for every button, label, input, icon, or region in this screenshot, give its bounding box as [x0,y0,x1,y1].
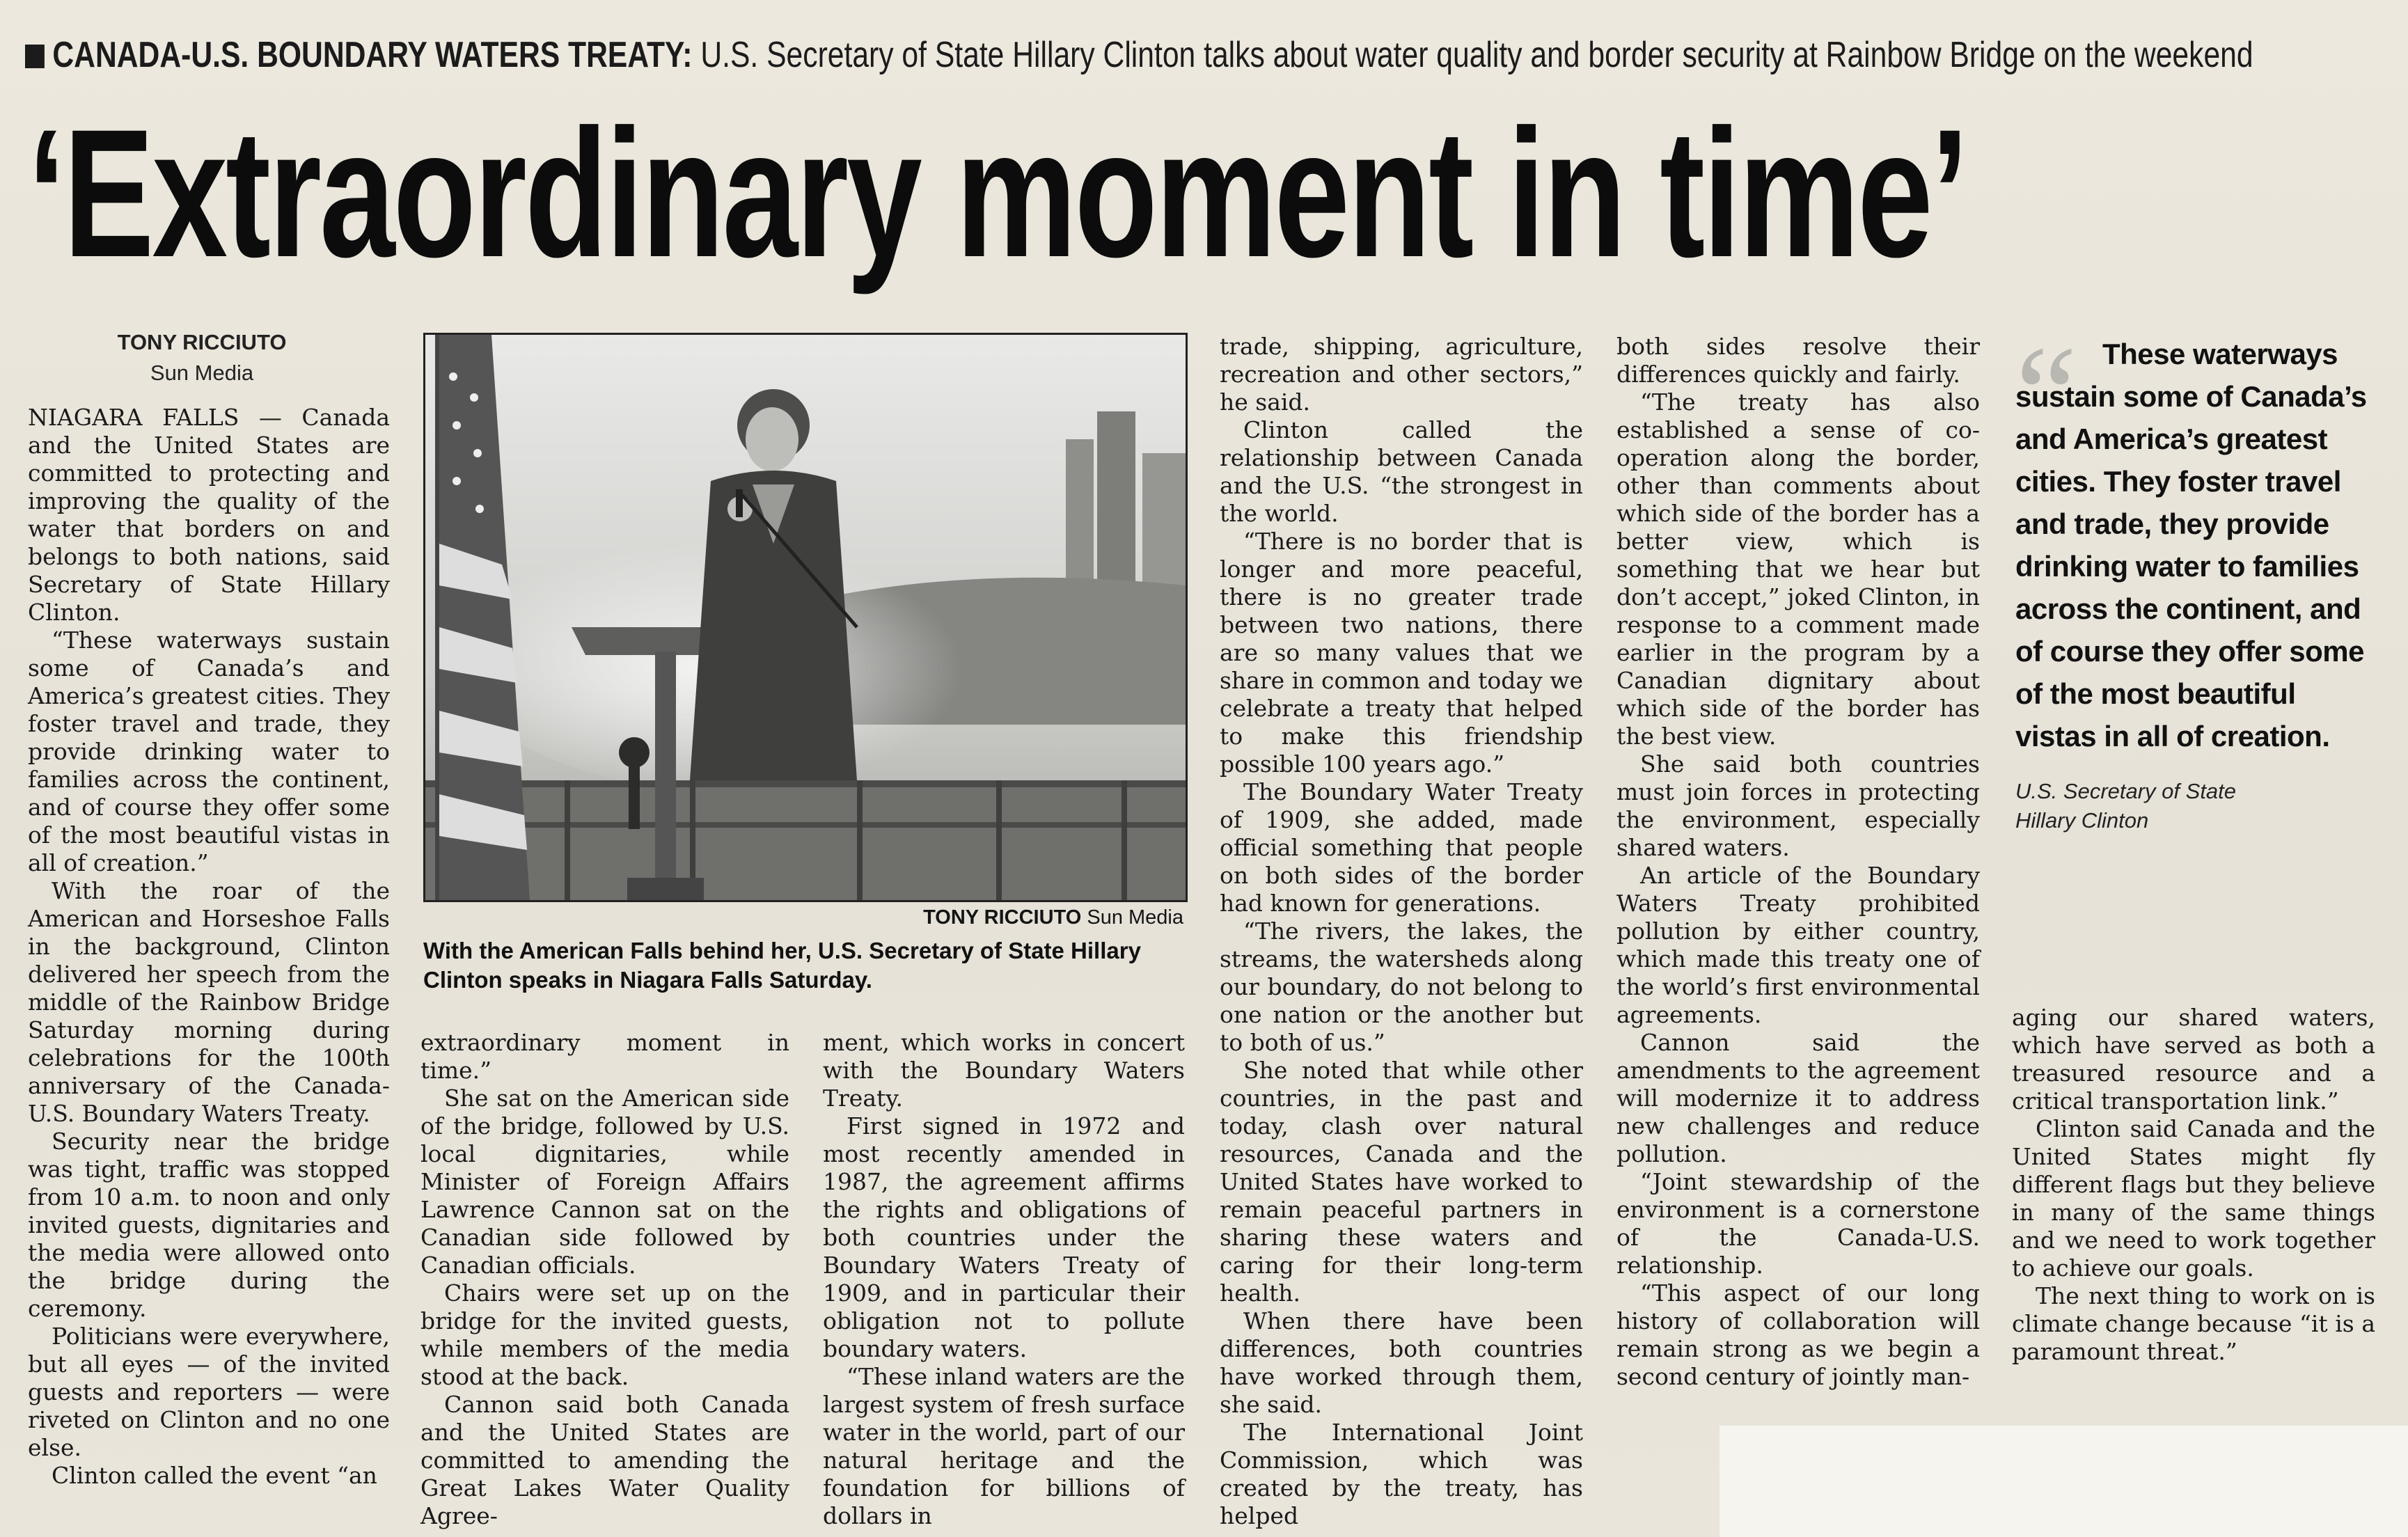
byline [91,327,313,388]
paragraph: First signed in 1972 and most recently amended in 1987, the agreement affirms the rights and obligations of both countries under the Boundary Waters Treaty of 1909, and in particular their obligation not to pollute boundary waters. [823,1112,1185,1362]
paragraph: “The rivers, the lakes, the streams, the watersheds along our boundary, do not belong to one nation or the another but to both of us.” [1220,917,1583,1056]
photo-caption: With the American Falls behind her, U.S. Secretary of State Hillary Clinton speaks in Niagara Falls Saturday. [423,938,1141,993]
paragraph: She noted that while other countries, in the past and today, clash over natural resources, Canada and the United States have worked to remain peaceful partners in sharing these waters and caring for their long-term health. [1220,1057,1583,1307]
paragraph: NIAGARA FALLS — Canada and the United States are committed to protecting and improving the quality of the water that borders on and belongs to both nations, said Secretary of State Hillary Clinton. [28,404,390,626]
paragraph: trade, shipping, agriculture, recreation and other sectors,” he said. [1220,333,1583,416]
paragraph: ment, which works in concert with the Boundary Waters Treaty. [823,1029,1185,1112]
kicker-text: U.S. Secretary of State Hillary Clinton talks about water quality and border security at Rainbow Bridge on the weekend [692,35,2253,75]
paragraph: “The treaty has also established a sense of co-operation along the border, other than comments about which side of the border has a better view, which is something that we hear but don’t accept,” joked Clinton, in response to a comment made earlier in the program by a Canadian dignitary about which side of the border has the best view. [1616,388,1980,750]
paragraph: Politicians were everywhere, but all eyes — of the invited guests and reporters — were riveted on Clinton and no one else. [28,1323,390,1461]
paragraph: Cannon said both Canada and the United States are committed to amending the Great Lakes Water Quality Agree- [420,1391,789,1529]
pull-quote [2015,318,2377,835]
article-column-5 [1616,333,1980,1391]
photo-credit-outlet: Sun Media [1081,906,1183,929]
paragraph: Chairs were set up on the bridge for the invited guests, while members of the media stood at the back. [420,1279,789,1390]
byline-name: TONY RICCIUTO [117,330,287,354]
news-photo [423,333,1188,902]
byline-outlet: Sun Media [150,361,254,385]
paragraph: She sat on the American side of the bridge, followed by U.S. local dignitaries, while Minister of Foreign Affairs Lawrence Cannon sat on the Canadian side followed by Canadian officials. [420,1085,789,1279]
quote-mark-icon: “ [2015,318,2077,472]
photo-credit [801,906,1183,929]
paragraph: Security near the bridge was tight, traffic was stopped from 10 a.m. to noon and only invited guests, dignitaries and the media were allowed onto the bridge during the ceremony. [28,1128,390,1322]
paragraph: Clinton said Canada and the United States might fly different flags but they believe in many of the same things and we need to work together to achieve our goals. [2012,1115,2375,1282]
kicker-square-icon [25,45,45,68]
article-column-2 [420,1029,789,1530]
attribution-title: U.S. Secretary of State [2015,779,2237,803]
paragraph: Clinton called the event “an [52,1462,377,1489]
paragraph: aging our shared waters, which have served as both a treasured resource and a critical transportation link.” [2012,1004,2375,1114]
article-column-3 [823,1029,1185,1530]
attribution-name: Hillary Clinton [2015,808,2149,833]
paragraph: The next thing to work on is climate change because “it is a paramount threat.” [2012,1282,2375,1365]
paragraph: “These waterways sustain some of Canada’s and America’s greatest cities. They foster travel and trade, they provide drinking water to families across the continent, and of course they offer some of the most beautiful vistas in all of creation.” [28,626,390,876]
paragraph: Cannon said the amendments to the agreement will modernize it to address new challenges and reduce pollution. [1616,1029,1980,1167]
kicker-line [25,31,2253,79]
kicker-label: CANADA-U.S. BOUNDARY WATERS TREATY: [52,35,693,75]
paragraph: Clinton called the relationship between Canada and the U.S. “the strongest in the world. [1220,416,1583,527]
photo-illustration [425,335,1186,900]
paragraph: “There is no border that is longer and more peaceful, there is no greater trade between two nations, there are so many values that we share in common and today we celebrate a treaty that helped to make this friendship possible 100 years ago.” [1220,528,1583,778]
article-column-1 [28,404,390,1490]
paragraph: The Boundary Water Treaty of 1909, she added, made official something that people on both sides of the border had known for generations. [1220,778,1583,917]
paragraph: She said both countries must join forces in protecting the environment, especially shared waters. [1616,750,1980,861]
paragraph: both sides resolve their differences quickly and fairly. [1616,333,1980,388]
pull-quote-text: These waterways sustain some of Canada’s and America’s greatest cities. They foster travel and trade, they provide drinking water to families across the continent, and of course they offer some of the most beautiful vistas in all of creation. [2015,338,2367,752]
article-column-4 [1220,333,1583,1530]
paragraph: An article of the Boundary Waters Treaty prohibited pollution by either country, which made this treaty one of the world’s first environmental agreements. [1616,862,1980,1028]
paragraph: When there have been differences, both countries have worked through them, she said. [1220,1307,1583,1418]
pull-quote-attribution [2015,777,2377,835]
paragraph: “These inland waters are the largest system of fresh surface water in the world, part of our natural heritage and the foundation for billions of dollars in [823,1363,1185,1529]
paragraph: With the roar of the American and Horseshoe Falls in the background, Clinton delivered her speech from the middle of the Rainbow Bridge Saturday morning during celebrations for the 100th anniversary of the Canada-U.S. Boundary Waters Treaty. [28,877,390,1127]
paragraph: “Joint stewardship of the environment is a cornerstone of the Canada-U.S. relationship. [1616,1168,1980,1279]
photo-credit-name: TONY RICCIUTO [923,906,1082,929]
clipping-edge [1720,1426,2408,1537]
article-column-6 [2012,1004,2375,1366]
paragraph: The International Joint Commission, which was created by the treaty, has helped [1220,1419,1583,1529]
paragraph: extraordinary moment in time.” [420,1029,789,1084]
paragraph: “This aspect of our long history of collaboration will remain strong as we begin a second century of jointly man- [1616,1279,1980,1390]
headline: ‘Extraordinary moment in time’ [28,91,1967,295]
